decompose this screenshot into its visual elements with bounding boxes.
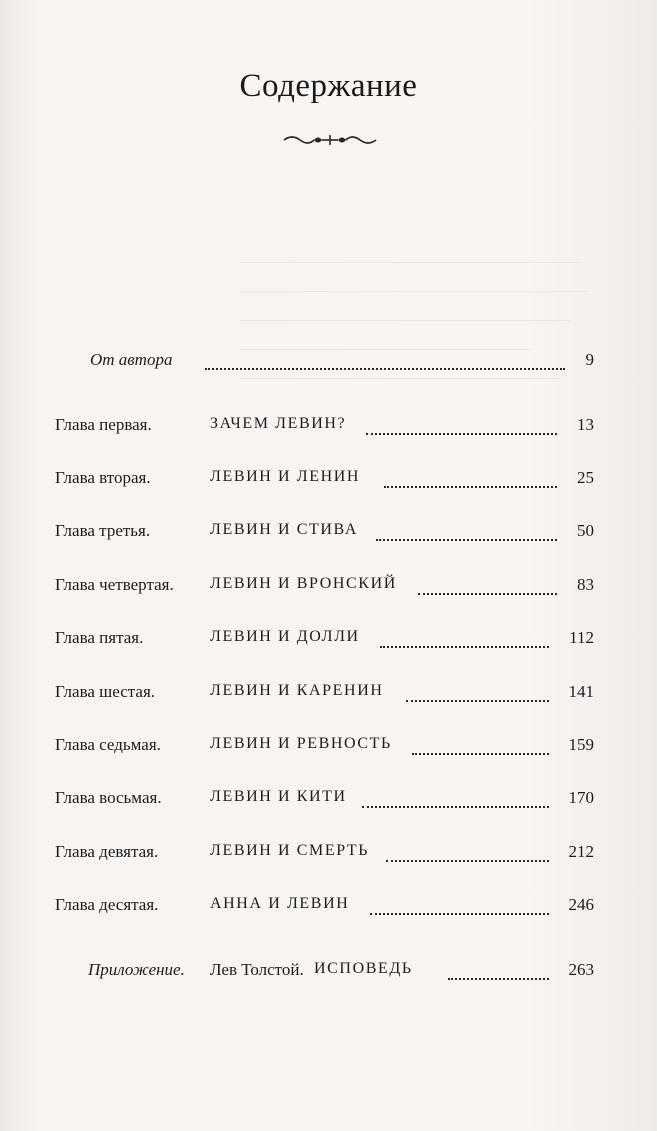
toc-page-number: 263 [568, 960, 594, 979]
toc-page-number: 83 [577, 575, 594, 594]
toc-chapter-label: Глава первая. [55, 415, 152, 434]
toc-chapter-title: АННА И ЛЕВИН [210, 895, 350, 912]
toc-entry-chapter[interactable] [0, 788, 657, 818]
toc-entry-chapter[interactable] [0, 895, 657, 925]
toc-leader-dots [448, 978, 549, 980]
toc-page-number: 212 [568, 842, 594, 861]
toc-chapter-label: Глава пятая. [55, 628, 144, 647]
toc-leader-dots [384, 486, 557, 488]
toc-chapter-label: Глава десятая. [55, 895, 159, 914]
page-title: Содержание [239, 68, 418, 104]
toc-leader-dots [380, 646, 549, 648]
toc-entry-chapter[interactable] [0, 468, 657, 498]
toc-chapter-title: ЛЕВИН И СТИВА [210, 521, 358, 538]
toc-entry-chapter[interactable] [0, 628, 657, 658]
toc-entry-appendix[interactable] [0, 960, 657, 990]
toc-chapter-title: ЛЕВИН И СМЕРТЬ [210, 842, 370, 859]
toc-chapter-label: Глава вторая. [55, 468, 151, 487]
toc-entry-chapter[interactable] [0, 682, 657, 712]
toc-chapter-title: ЛЕВИН И КИТИ [210, 788, 347, 805]
toc-chapter-label: Глава девятая. [55, 842, 159, 861]
toc-leader-dots [366, 433, 557, 435]
toc-leader-dots [418, 593, 557, 595]
toc-chapter-label: Глава шестая. [55, 682, 156, 701]
toc-appendix-title: ИСПОВЕДЬ [314, 960, 413, 977]
toc-chapter-title: ЛЕВИН И ВРОНСКИЙ [210, 575, 397, 592]
toc-entry-chapter[interactable] [0, 735, 657, 765]
toc-appendix-label: Приложение. [88, 960, 185, 979]
toc-leader-dots [406, 700, 549, 702]
toc-chapter-title: ЛЕВИН И РЕВНОСТЬ [210, 735, 392, 752]
toc-page-number: 9 [585, 350, 594, 369]
toc-entry-intro[interactable] [0, 350, 657, 380]
toc-leader-dots [376, 539, 557, 541]
toc-chapter-label: Глава седьмая. [55, 735, 161, 754]
toc-leader-dots [370, 913, 549, 915]
toc-leader-dots [205, 368, 565, 370]
toc-page-number: 50 [577, 521, 594, 540]
toc-chapter-label: Глава восьмая. [55, 788, 162, 807]
toc-leader-dots [412, 753, 549, 755]
toc-appendix-author: Лев Толстой. [210, 960, 304, 979]
toc-chapter-title: ЗАЧЕМ ЛЕВИН? [210, 415, 347, 432]
toc-page-number: 13 [577, 415, 594, 434]
toc-chapter-title: ЛЕВИН И ЛЕНИН [210, 468, 361, 485]
toc-entry-chapter[interactable] [0, 575, 657, 605]
flourish-ornament-icon [280, 130, 380, 150]
toc-chapter-title: ЛЕВИН И КАРЕНИН [210, 682, 384, 699]
toc-page-number: 246 [568, 895, 594, 914]
toc-leader-dots [386, 860, 549, 862]
toc-chapter-label: Глава четвертая. [55, 575, 174, 594]
toc-page-number: 141 [568, 682, 594, 701]
toc-chapter-label: Глава третья. [55, 521, 151, 540]
toc-page-number: 170 [568, 788, 594, 807]
toc-page-number: 25 [577, 468, 594, 487]
toc-entry-chapter[interactable] [0, 415, 657, 445]
toc-leader-dots [362, 806, 549, 808]
toc-entry-chapter[interactable] [0, 521, 657, 551]
toc-chapter-title: ЛЕВИН И ДОЛЛИ [210, 628, 360, 645]
toc-entry-chapter[interactable] [0, 842, 657, 872]
toc-page-number: 112 [569, 628, 594, 647]
toc-page-number: 159 [568, 735, 594, 754]
toc-intro-label: От автора [90, 350, 173, 369]
